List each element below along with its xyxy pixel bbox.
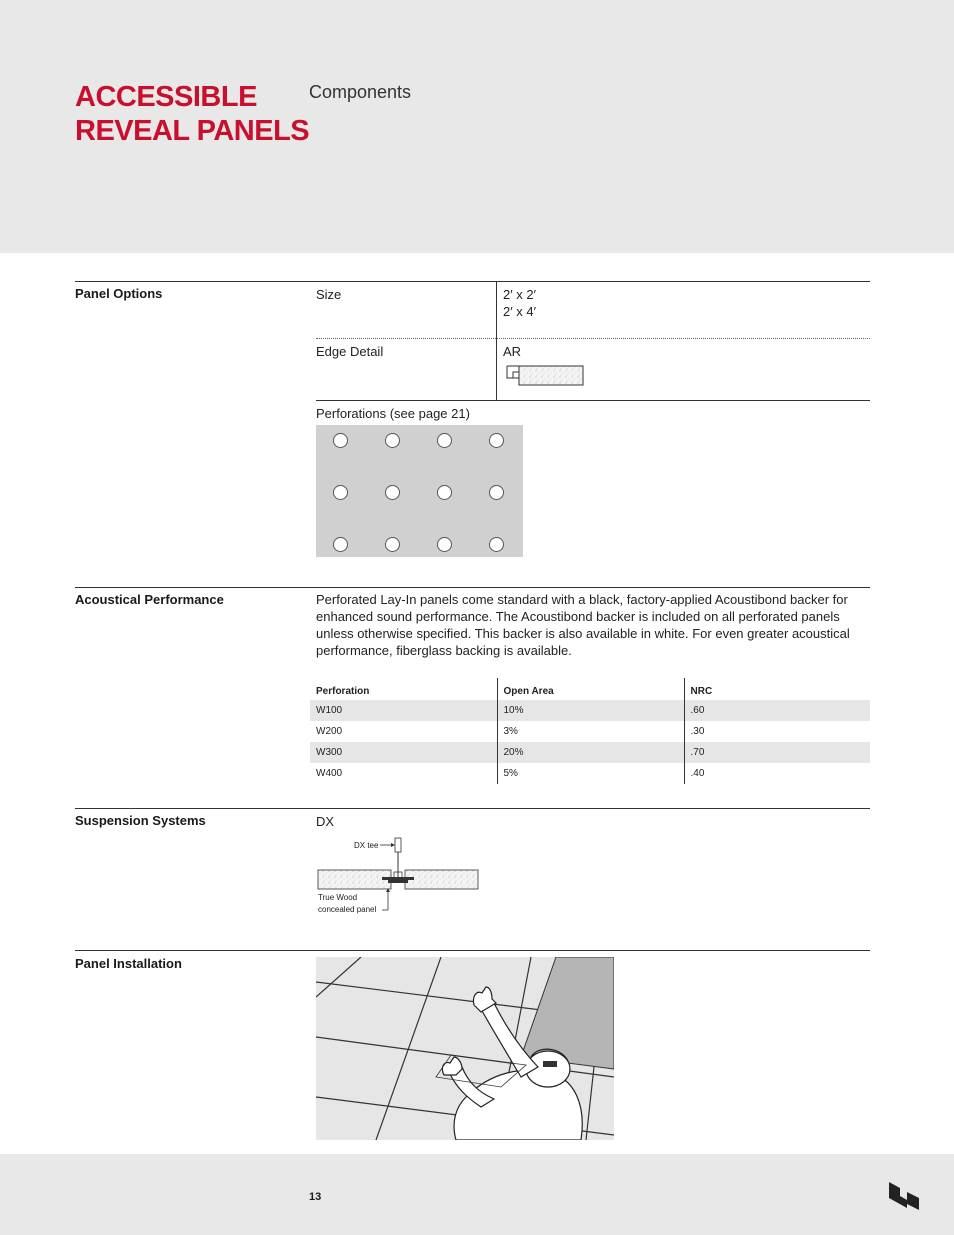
perforation-hole [489, 485, 504, 500]
section-divider [75, 808, 870, 809]
table-cell: .30 [684, 721, 870, 742]
perforation-hole [333, 485, 348, 500]
section-label-installation [75, 956, 182, 971]
section-divider [75, 587, 870, 588]
perforation-hole [437, 433, 452, 448]
section-label-suspension: Suspension Systems [75, 813, 206, 828]
table-cell: 10% [497, 700, 684, 721]
diagram-label-panel-1: True Wood [318, 893, 358, 902]
section-divider [75, 281, 870, 282]
perforation-hole [385, 485, 400, 500]
brand-logo-icon [887, 1180, 921, 1212]
title-line-2: REVEAL PANELS [75, 115, 310, 147]
table-cell: .70 [684, 742, 870, 763]
title-line-1: ACCESSIBLE [75, 81, 257, 113]
row-divider-dotted [316, 338, 870, 339]
table-cell: W300 [310, 742, 497, 763]
table-header-row [310, 678, 870, 700]
page-subtitle: Components [309, 82, 412, 102]
table-row [310, 700, 870, 721]
table-cell: 20% [497, 742, 684, 763]
section-label-panel-options: Panel Options [75, 286, 163, 301]
size-value-1: 2′ x 2′ [503, 287, 537, 302]
edge-detail-label: Edge Detail [316, 344, 384, 359]
section-label-acoustical: Acoustical Performance [75, 592, 224, 607]
perforations-label: Perforations (see page 21) [316, 406, 470, 421]
table-header-nrc: NRC [684, 678, 870, 700]
size-value-2: 2′ x 4′ [503, 304, 537, 319]
edge-profile-diagram [505, 364, 587, 388]
perforation-hole [437, 537, 452, 552]
table-header-perforation: Perforation [316, 685, 370, 697]
perforation-hole [489, 433, 504, 448]
dx-tee-diagram [316, 834, 482, 920]
installation-label: Panel Installation [75, 956, 182, 971]
size-label: Size [316, 287, 342, 302]
table-row [310, 763, 870, 784]
edge-detail-value: AR [503, 344, 522, 359]
diagram-label-panel-2: concealed panel [318, 905, 377, 914]
perforation-hole [437, 485, 452, 500]
installation-illustration [316, 957, 614, 1140]
table-header-open-area: Open Area [497, 678, 684, 700]
perforation-hole [385, 537, 400, 552]
table-cell: .60 [684, 700, 870, 721]
table-cell: .40 [684, 763, 870, 784]
perforation-table [310, 678, 870, 784]
perforation-hole [489, 537, 504, 552]
page-title [75, 80, 309, 148]
perforation-hole [333, 433, 348, 448]
table-cell: 5% [497, 763, 684, 784]
acoustical-description: Perforated Lay-In panels come standard with a black, factory-applied Acoustibond backer for enhanced sound performance. The Acoustibond backer is included on all perforated panels unless otherwise specified. This backer is also available in white. For even greater acoustical performance, fiberglass backing is available. [316, 592, 850, 658]
section-divider [316, 400, 870, 401]
table-cell: W100 [310, 700, 497, 721]
perforation-hole [385, 433, 400, 448]
suspension-value: DX [316, 814, 335, 829]
column-divider [496, 282, 497, 400]
perforation-pattern-swatch [316, 425, 523, 557]
table-row [310, 721, 870, 742]
diagram-label-dx-tee: DX tee [354, 841, 379, 850]
footer-band [0, 1154, 954, 1235]
table-cell: 3% [497, 721, 684, 742]
table-cell: W200 [316, 726, 343, 737]
page-number: 13 [309, 1191, 322, 1203]
table-cell: W400 [316, 768, 343, 779]
perforation-hole [333, 537, 348, 552]
table-row [310, 742, 870, 763]
section-divider [75, 950, 870, 951]
